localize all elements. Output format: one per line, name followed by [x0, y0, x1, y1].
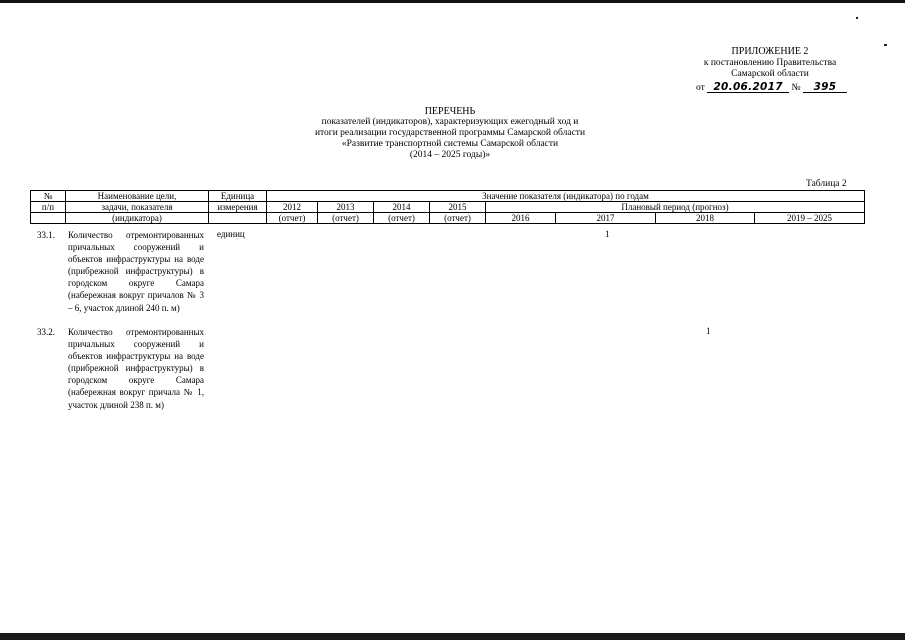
header-year-2014: 2014 — [374, 202, 430, 213]
row-number: 33.1. — [37, 230, 55, 240]
row-number: 33.2. — [37, 327, 55, 337]
header-name-3: (индикатора) — [66, 213, 209, 224]
header-unit-blank — [209, 213, 267, 224]
header-year-2019-2025: 2019 – 2025 — [755, 213, 865, 224]
handwritten-number: 395 — [803, 82, 847, 93]
header-report-2012: (отчет) — [267, 213, 318, 224]
heading-line-3: «Развитие транспортной системы Самарской области — [341, 139, 559, 149]
header-values: Значение показателя (индикатора) по годам — [267, 191, 865, 202]
scan-border-top — [0, 0, 905, 3]
header-year-2018: 2018 — [656, 213, 755, 224]
scan-speck — [856, 17, 858, 19]
heading-title: ПЕРЕЧЕНЬ — [424, 106, 476, 117]
header-year-2013: 2013 — [318, 202, 374, 213]
row-value-2018: 1 — [706, 326, 711, 336]
heading-line-1: показателей (индикаторов), характеризующих ежегодный ход и — [321, 117, 579, 127]
number-label: № — [791, 82, 801, 93]
table-number: Таблица 2 — [806, 179, 847, 189]
header-num: № — [31, 191, 66, 202]
header-unit-2: измерения — [209, 202, 267, 213]
header-pp-blank — [31, 213, 66, 224]
handwritten-date: 20.06.2017 — [707, 82, 789, 93]
appendix-line-2: Самарской области — [731, 69, 809, 79]
header-year-2015: 2015 — [430, 202, 486, 213]
header-report-2014: (отчет) — [374, 213, 430, 224]
header-year-2017: 2017 — [556, 213, 656, 224]
header-report-2015: (отчет) — [430, 213, 486, 224]
heading-line-4: (2014 – 2025 годы)» — [409, 150, 491, 160]
appendix-block — [690, 46, 850, 94]
row-unit: единиц — [217, 229, 245, 239]
indicator-table-header — [30, 190, 865, 224]
header-report-2013: (отчет) — [318, 213, 374, 224]
header-name-2: задачи, показателя — [66, 202, 209, 213]
scan-border-bottom — [0, 633, 905, 640]
scan-speck — [884, 44, 887, 46]
row-indicator-name: Количество отремонтированных причальных сооружений и объектов инфраструктуры на воде (прибрежной инфраструктуры) в городском округе Самара (набережная вокруг причалов № 3 – 6, участок длиной 240 п. м) — [68, 230, 204, 313]
heading-line-2: итоги реализации государственной программы Самарской области — [314, 128, 586, 138]
header-unit-1: Единица — [209, 191, 267, 202]
header-year-2016: 2016 — [486, 213, 556, 224]
appendix-title: ПРИЛОЖЕНИЕ 2 — [731, 46, 809, 57]
row-value-2017: 1 — [605, 229, 610, 239]
header-year-2012: 2012 — [267, 202, 318, 213]
row-indicator-name: Количество отремонтированных причальных сооружений и объектов инфраструктуры на воде (прибрежной инфраструктуры) в городском округе Самара (набережная вокруг причала № 1, участок длиной 238 п. м) — [68, 327, 204, 410]
from-label: от — [696, 82, 705, 93]
header-plan-period: Плановый период (прогноз) — [486, 202, 865, 213]
appendix-date-line — [690, 82, 850, 95]
document-heading — [250, 106, 650, 161]
header-pp: п/п — [31, 202, 66, 213]
header-name-1: Наименование цели, — [66, 191, 209, 202]
appendix-line-1: к постановлению Правительства — [703, 57, 837, 68]
